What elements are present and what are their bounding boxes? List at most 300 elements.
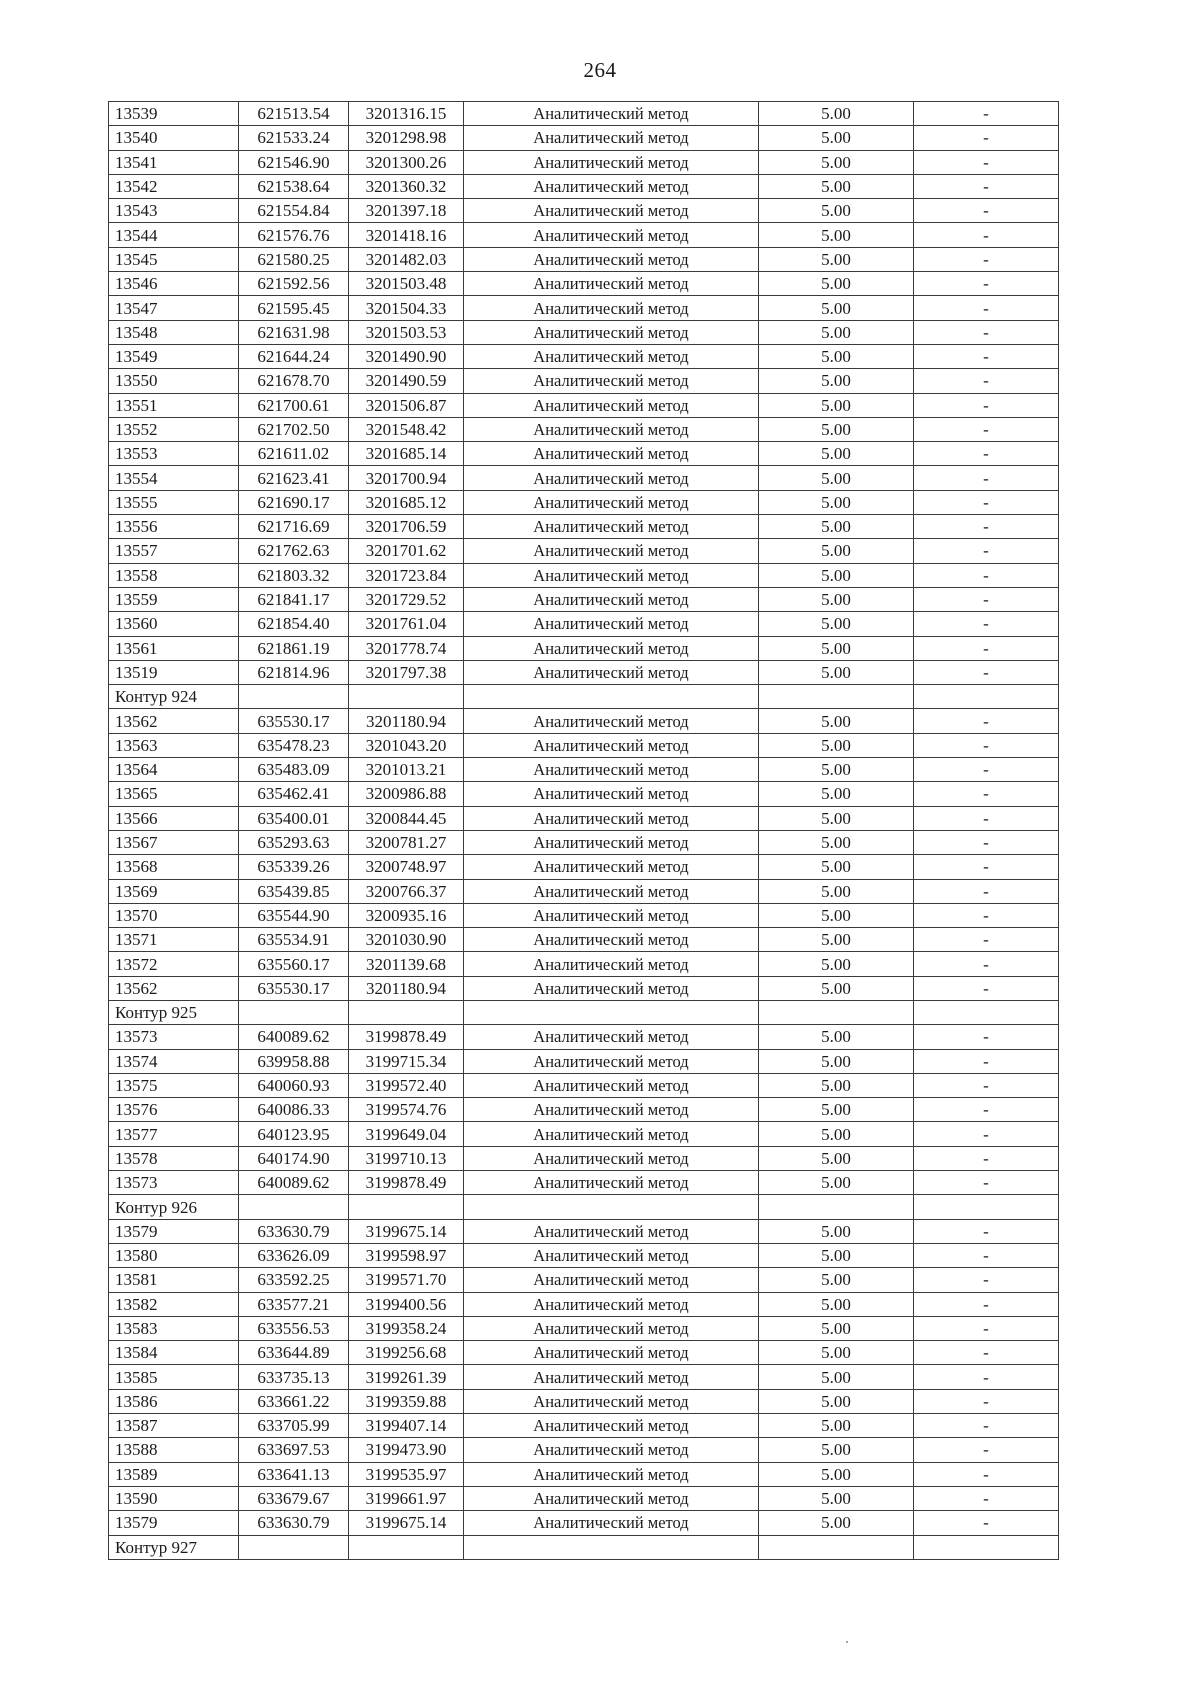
point-id-cell: 13589 <box>109 1462 239 1486</box>
note-cell: - <box>914 247 1059 271</box>
accuracy-cell: 5.00 <box>759 1049 914 1073</box>
method-cell: Аналитический метод <box>464 1171 759 1195</box>
table-row <box>109 782 1059 806</box>
x-coordinate-cell: 635483.09 <box>239 758 349 782</box>
point-id-cell: 13578 <box>109 1146 239 1170</box>
table-row <box>109 1316 1059 1340</box>
x-coordinate-cell: 621513.54 <box>239 102 349 126</box>
x-coordinate-cell: 633661.22 <box>239 1389 349 1413</box>
y-coordinate-cell: 3199878.49 <box>349 1025 464 1049</box>
y-coordinate-cell: 3199359.88 <box>349 1389 464 1413</box>
method-cell: Аналитический метод <box>464 709 759 733</box>
x-coordinate-cell: 621623.41 <box>239 466 349 490</box>
point-id-cell: 13555 <box>109 490 239 514</box>
empty-cell <box>914 1000 1059 1024</box>
y-coordinate-cell: 3199661.97 <box>349 1486 464 1510</box>
accuracy-cell: 5.00 <box>759 1462 914 1486</box>
accuracy-cell: 5.00 <box>759 344 914 368</box>
y-coordinate-cell: 3199473.90 <box>349 1438 464 1462</box>
note-cell: - <box>914 612 1059 636</box>
y-coordinate-cell: 3201397.18 <box>349 199 464 223</box>
method-cell: Аналитический метод <box>464 1049 759 1073</box>
point-id-cell: 13539 <box>109 102 239 126</box>
accuracy-cell: 5.00 <box>759 903 914 927</box>
y-coordinate-cell: 3201504.33 <box>349 296 464 320</box>
method-cell: Аналитический метод <box>464 1122 759 1146</box>
method-cell: Аналитический метод <box>464 150 759 174</box>
method-cell: Аналитический метод <box>464 320 759 344</box>
y-coordinate-cell: 3199571.70 <box>349 1268 464 1292</box>
table-row <box>109 126 1059 150</box>
method-cell: Аналитический метод <box>464 272 759 296</box>
table-row <box>109 636 1059 660</box>
contour-label: Контур 926 <box>109 1195 239 1219</box>
y-coordinate-cell: 3199572.40 <box>349 1073 464 1097</box>
x-coordinate-cell: 635400.01 <box>239 806 349 830</box>
x-coordinate-cell: 639958.88 <box>239 1049 349 1073</box>
table-row <box>109 1268 1059 1292</box>
point-id-cell: 13545 <box>109 247 239 271</box>
accuracy-cell: 5.00 <box>759 1122 914 1146</box>
x-coordinate-cell: 633577.21 <box>239 1292 349 1316</box>
note-cell: - <box>914 830 1059 854</box>
contour-header-row <box>109 1195 1059 1219</box>
note-cell: - <box>914 539 1059 563</box>
x-coordinate-cell: 635560.17 <box>239 952 349 976</box>
note-cell: - <box>914 733 1059 757</box>
method-cell: Аналитический метод <box>464 903 759 927</box>
note-cell: - <box>914 587 1059 611</box>
method-cell: Аналитический метод <box>464 1219 759 1243</box>
table-row <box>109 320 1059 344</box>
note-cell: - <box>914 563 1059 587</box>
table-row <box>109 1025 1059 1049</box>
table-row <box>109 199 1059 223</box>
y-coordinate-cell: 3201701.62 <box>349 539 464 563</box>
point-id-cell: 13562 <box>109 976 239 1000</box>
table-row <box>109 976 1059 1000</box>
note-cell: - <box>914 928 1059 952</box>
table-row <box>109 247 1059 271</box>
empty-cell <box>464 685 759 709</box>
accuracy-cell: 5.00 <box>759 102 914 126</box>
table-row <box>109 733 1059 757</box>
x-coordinate-cell: 621854.40 <box>239 612 349 636</box>
note-cell: - <box>914 1389 1059 1413</box>
accuracy-cell: 5.00 <box>759 758 914 782</box>
coordinates-table <box>108 101 1059 1560</box>
accuracy-cell: 5.00 <box>759 296 914 320</box>
empty-cell <box>759 1535 914 1559</box>
accuracy-cell: 5.00 <box>759 490 914 514</box>
y-coordinate-cell: 3201729.52 <box>349 587 464 611</box>
y-coordinate-cell: 3199675.14 <box>349 1219 464 1243</box>
method-cell: Аналитический метод <box>464 660 759 684</box>
method-cell: Аналитический метод <box>464 1511 759 1535</box>
page-number: 264 <box>583 58 617 82</box>
method-cell: Аналитический метод <box>464 466 759 490</box>
point-id-cell: 13543 <box>109 199 239 223</box>
x-coordinate-cell: 621700.61 <box>239 393 349 417</box>
accuracy-cell: 5.00 <box>759 587 914 611</box>
accuracy-cell: 5.00 <box>759 976 914 1000</box>
point-id-cell: 13567 <box>109 830 239 854</box>
x-coordinate-cell: 621716.69 <box>239 515 349 539</box>
accuracy-cell: 5.00 <box>759 879 914 903</box>
method-cell: Аналитический метод <box>464 612 759 636</box>
point-id-cell: 13563 <box>109 733 239 757</box>
table-row <box>109 1171 1059 1195</box>
empty-cell <box>464 1195 759 1219</box>
method-cell: Аналитический метод <box>464 1365 759 1389</box>
x-coordinate-cell: 633630.79 <box>239 1511 349 1535</box>
note-cell: - <box>914 1438 1059 1462</box>
method-cell: Аналитический метод <box>464 1341 759 1365</box>
y-coordinate-cell: 3200935.16 <box>349 903 464 927</box>
accuracy-cell: 5.00 <box>759 126 914 150</box>
x-coordinate-cell: 633592.25 <box>239 1268 349 1292</box>
y-coordinate-cell: 3201360.32 <box>349 174 464 198</box>
accuracy-cell: 5.00 <box>759 1146 914 1170</box>
point-id-cell: 13587 <box>109 1414 239 1438</box>
empty-cell <box>914 685 1059 709</box>
point-id-cell: 13583 <box>109 1316 239 1340</box>
note-cell: - <box>914 855 1059 879</box>
table-row <box>109 1219 1059 1243</box>
table-row <box>109 369 1059 393</box>
table-row <box>109 952 1059 976</box>
y-coordinate-cell: 3201030.90 <box>349 928 464 952</box>
accuracy-cell: 5.00 <box>759 1414 914 1438</box>
point-id-cell: 13544 <box>109 223 239 247</box>
y-coordinate-cell: 3201418.16 <box>349 223 464 247</box>
table-row <box>109 393 1059 417</box>
point-id-cell: 13574 <box>109 1049 239 1073</box>
method-cell: Аналитический метод <box>464 369 759 393</box>
y-coordinate-cell: 3201490.59 <box>349 369 464 393</box>
empty-cell <box>759 1195 914 1219</box>
y-coordinate-cell: 3199400.56 <box>349 1292 464 1316</box>
y-coordinate-cell: 3201139.68 <box>349 952 464 976</box>
point-id-cell: 13565 <box>109 782 239 806</box>
method-cell: Аналитический метод <box>464 417 759 441</box>
table-row <box>109 1243 1059 1267</box>
table-row <box>109 1073 1059 1097</box>
note-cell: - <box>914 1243 1059 1267</box>
point-id-cell: 13581 <box>109 1268 239 1292</box>
y-coordinate-cell: 3201482.03 <box>349 247 464 271</box>
empty-cell <box>349 1000 464 1024</box>
point-id-cell: 13575 <box>109 1073 239 1097</box>
point-id-cell: 13549 <box>109 344 239 368</box>
point-id-cell: 13552 <box>109 417 239 441</box>
point-id-cell: 13573 <box>109 1025 239 1049</box>
table-row <box>109 709 1059 733</box>
y-coordinate-cell: 3201700.94 <box>349 466 464 490</box>
empty-cell <box>239 1000 349 1024</box>
accuracy-cell: 5.00 <box>759 539 914 563</box>
contour-label: Контур 925 <box>109 1000 239 1024</box>
point-id-cell: 13542 <box>109 174 239 198</box>
x-coordinate-cell: 621538.64 <box>239 174 349 198</box>
scan-artifact-dot <box>846 1641 848 1643</box>
note-cell: - <box>914 903 1059 927</box>
method-cell: Аналитический метод <box>464 952 759 976</box>
x-coordinate-cell: 621861.19 <box>239 636 349 660</box>
accuracy-cell: 5.00 <box>759 1073 914 1097</box>
note-cell: - <box>914 150 1059 174</box>
point-id-cell: 13540 <box>109 126 239 150</box>
table-row <box>109 1462 1059 1486</box>
accuracy-cell: 5.00 <box>759 952 914 976</box>
x-coordinate-cell: 635530.17 <box>239 709 349 733</box>
x-coordinate-cell: 635439.85 <box>239 879 349 903</box>
y-coordinate-cell: 3200986.88 <box>349 782 464 806</box>
contour-header-row <box>109 685 1059 709</box>
point-id-cell: 13570 <box>109 903 239 927</box>
table-row <box>109 612 1059 636</box>
method-cell: Аналитический метод <box>464 1098 759 1122</box>
table-row <box>109 442 1059 466</box>
method-cell: Аналитический метод <box>464 830 759 854</box>
x-coordinate-cell: 640060.93 <box>239 1073 349 1097</box>
point-id-cell: 13548 <box>109 320 239 344</box>
y-coordinate-cell: 3201013.21 <box>349 758 464 782</box>
table-row <box>109 417 1059 441</box>
note-cell: - <box>914 296 1059 320</box>
x-coordinate-cell: 621631.98 <box>239 320 349 344</box>
note-cell: - <box>914 636 1059 660</box>
point-id-cell: 13560 <box>109 612 239 636</box>
point-id-cell: 13569 <box>109 879 239 903</box>
accuracy-cell: 5.00 <box>759 466 914 490</box>
table-row <box>109 1146 1059 1170</box>
accuracy-cell: 5.00 <box>759 417 914 441</box>
x-coordinate-cell: 621644.24 <box>239 344 349 368</box>
table-row <box>109 102 1059 126</box>
x-coordinate-cell: 633641.13 <box>239 1462 349 1486</box>
x-coordinate-cell: 633697.53 <box>239 1438 349 1462</box>
empty-cell <box>464 1535 759 1559</box>
method-cell: Аналитический метод <box>464 1292 759 1316</box>
accuracy-cell: 5.00 <box>759 612 914 636</box>
point-id-cell: 13558 <box>109 563 239 587</box>
point-id-cell: 13547 <box>109 296 239 320</box>
accuracy-cell: 5.00 <box>759 855 914 879</box>
table-row <box>109 1341 1059 1365</box>
accuracy-cell: 5.00 <box>759 806 914 830</box>
method-cell: Аналитический метод <box>464 490 759 514</box>
accuracy-cell: 5.00 <box>759 393 914 417</box>
method-cell: Аналитический метод <box>464 1243 759 1267</box>
table-row <box>109 223 1059 247</box>
empty-cell <box>914 1535 1059 1559</box>
point-id-cell: 13590 <box>109 1486 239 1510</box>
accuracy-cell: 5.00 <box>759 1511 914 1535</box>
table-row <box>109 1365 1059 1389</box>
note-cell: - <box>914 369 1059 393</box>
accuracy-cell: 5.00 <box>759 830 914 854</box>
table-row <box>109 928 1059 952</box>
y-coordinate-cell: 3201797.38 <box>349 660 464 684</box>
x-coordinate-cell: 633679.67 <box>239 1486 349 1510</box>
y-coordinate-cell: 3200766.37 <box>349 879 464 903</box>
y-coordinate-cell: 3201316.15 <box>349 102 464 126</box>
note-cell: - <box>914 782 1059 806</box>
x-coordinate-cell: 635462.41 <box>239 782 349 806</box>
x-coordinate-cell: 621554.84 <box>239 199 349 223</box>
y-coordinate-cell: 3199878.49 <box>349 1171 464 1195</box>
method-cell: Аналитический метод <box>464 296 759 320</box>
empty-cell <box>759 1000 914 1024</box>
point-id-cell: 13519 <box>109 660 239 684</box>
table-row <box>109 1292 1059 1316</box>
method-cell: Аналитический метод <box>464 855 759 879</box>
accuracy-cell: 5.00 <box>759 1268 914 1292</box>
x-coordinate-cell: 633556.53 <box>239 1316 349 1340</box>
y-coordinate-cell: 3199710.13 <box>349 1146 464 1170</box>
method-cell: Аналитический метод <box>464 1414 759 1438</box>
x-coordinate-cell: 635478.23 <box>239 733 349 757</box>
method-cell: Аналитический метод <box>464 247 759 271</box>
table-row <box>109 344 1059 368</box>
note-cell: - <box>914 174 1059 198</box>
table-row <box>109 1438 1059 1462</box>
accuracy-cell: 5.00 <box>759 369 914 393</box>
note-cell: - <box>914 102 1059 126</box>
point-id-cell: 13546 <box>109 272 239 296</box>
y-coordinate-cell: 3201761.04 <box>349 612 464 636</box>
y-coordinate-cell: 3199649.04 <box>349 1122 464 1146</box>
accuracy-cell: 5.00 <box>759 660 914 684</box>
method-cell: Аналитический метод <box>464 174 759 198</box>
y-coordinate-cell: 3199256.68 <box>349 1341 464 1365</box>
note-cell: - <box>914 466 1059 490</box>
y-coordinate-cell: 3199535.97 <box>349 1462 464 1486</box>
note-cell: - <box>914 1365 1059 1389</box>
method-cell: Аналитический метод <box>464 442 759 466</box>
contour-label: Контур 927 <box>109 1535 239 1559</box>
method-cell: Аналитический метод <box>464 1389 759 1413</box>
accuracy-cell: 5.00 <box>759 515 914 539</box>
point-id-cell: 13559 <box>109 587 239 611</box>
method-cell: Аналитический метод <box>464 223 759 247</box>
x-coordinate-cell: 633735.13 <box>239 1365 349 1389</box>
coordinates-table-body <box>109 102 1059 1560</box>
accuracy-cell: 5.00 <box>759 928 914 952</box>
table-row <box>109 1098 1059 1122</box>
accuracy-cell: 5.00 <box>759 1438 914 1462</box>
empty-cell <box>349 1195 464 1219</box>
y-coordinate-cell: 3201503.53 <box>349 320 464 344</box>
note-cell: - <box>914 976 1059 1000</box>
x-coordinate-cell: 621580.25 <box>239 247 349 271</box>
accuracy-cell: 5.00 <box>759 1171 914 1195</box>
accuracy-cell: 5.00 <box>759 174 914 198</box>
point-id-cell: 13541 <box>109 150 239 174</box>
accuracy-cell: 5.00 <box>759 733 914 757</box>
note-cell: - <box>914 490 1059 514</box>
note-cell: - <box>914 1341 1059 1365</box>
method-cell: Аналитический метод <box>464 879 759 903</box>
note-cell: - <box>914 1171 1059 1195</box>
x-coordinate-cell: 640089.62 <box>239 1025 349 1049</box>
x-coordinate-cell: 621611.02 <box>239 442 349 466</box>
empty-cell <box>239 685 349 709</box>
note-cell: - <box>914 1122 1059 1146</box>
x-coordinate-cell: 621762.63 <box>239 539 349 563</box>
point-id-cell: 13584 <box>109 1341 239 1365</box>
x-coordinate-cell: 635530.17 <box>239 976 349 1000</box>
table-row <box>109 587 1059 611</box>
y-coordinate-cell: 3201503.48 <box>349 272 464 296</box>
accuracy-cell: 5.00 <box>759 1341 914 1365</box>
table-row <box>109 1049 1059 1073</box>
note-cell: - <box>914 515 1059 539</box>
y-coordinate-cell: 3199598.97 <box>349 1243 464 1267</box>
method-cell: Аналитический метод <box>464 1025 759 1049</box>
method-cell: Аналитический метод <box>464 806 759 830</box>
x-coordinate-cell: 621678.70 <box>239 369 349 393</box>
x-coordinate-cell: 640086.33 <box>239 1098 349 1122</box>
note-cell: - <box>914 660 1059 684</box>
accuracy-cell: 5.00 <box>759 1316 914 1340</box>
method-cell: Аналитический метод <box>464 102 759 126</box>
point-id-cell: 13579 <box>109 1219 239 1243</box>
y-coordinate-cell: 3201506.87 <box>349 393 464 417</box>
point-id-cell: 13577 <box>109 1122 239 1146</box>
method-cell: Аналитический метод <box>464 1146 759 1170</box>
method-cell: Аналитический метод <box>464 636 759 660</box>
note-cell: - <box>914 1511 1059 1535</box>
note-cell: - <box>914 320 1059 344</box>
empty-cell <box>239 1535 349 1559</box>
note-cell: - <box>914 272 1059 296</box>
y-coordinate-cell: 3201723.84 <box>349 563 464 587</box>
accuracy-cell: 5.00 <box>759 442 914 466</box>
accuracy-cell: 5.00 <box>759 199 914 223</box>
point-id-cell: 13576 <box>109 1098 239 1122</box>
x-coordinate-cell: 635339.26 <box>239 855 349 879</box>
y-coordinate-cell: 3200844.45 <box>349 806 464 830</box>
accuracy-cell: 5.00 <box>759 1219 914 1243</box>
method-cell: Аналитический метод <box>464 199 759 223</box>
note-cell: - <box>914 1146 1059 1170</box>
x-coordinate-cell: 633644.89 <box>239 1341 349 1365</box>
x-coordinate-cell: 635534.91 <box>239 928 349 952</box>
accuracy-cell: 5.00 <box>759 1365 914 1389</box>
y-coordinate-cell: 3199407.14 <box>349 1414 464 1438</box>
table-row <box>109 1511 1059 1535</box>
y-coordinate-cell: 3199261.39 <box>349 1365 464 1389</box>
note-cell: - <box>914 199 1059 223</box>
x-coordinate-cell: 621803.32 <box>239 563 349 587</box>
empty-cell <box>914 1195 1059 1219</box>
point-id-cell: 13580 <box>109 1243 239 1267</box>
note-cell: - <box>914 223 1059 247</box>
accuracy-cell: 5.00 <box>759 1098 914 1122</box>
note-cell: - <box>914 1268 1059 1292</box>
note-cell: - <box>914 1316 1059 1340</box>
accuracy-cell: 5.00 <box>759 1486 914 1510</box>
contour-header-row <box>109 1000 1059 1024</box>
point-id-cell: 13564 <box>109 758 239 782</box>
method-cell: Аналитический метод <box>464 1462 759 1486</box>
y-coordinate-cell: 3199358.24 <box>349 1316 464 1340</box>
note-cell: - <box>914 1049 1059 1073</box>
table-row <box>109 1122 1059 1146</box>
method-cell: Аналитический метод <box>464 976 759 1000</box>
